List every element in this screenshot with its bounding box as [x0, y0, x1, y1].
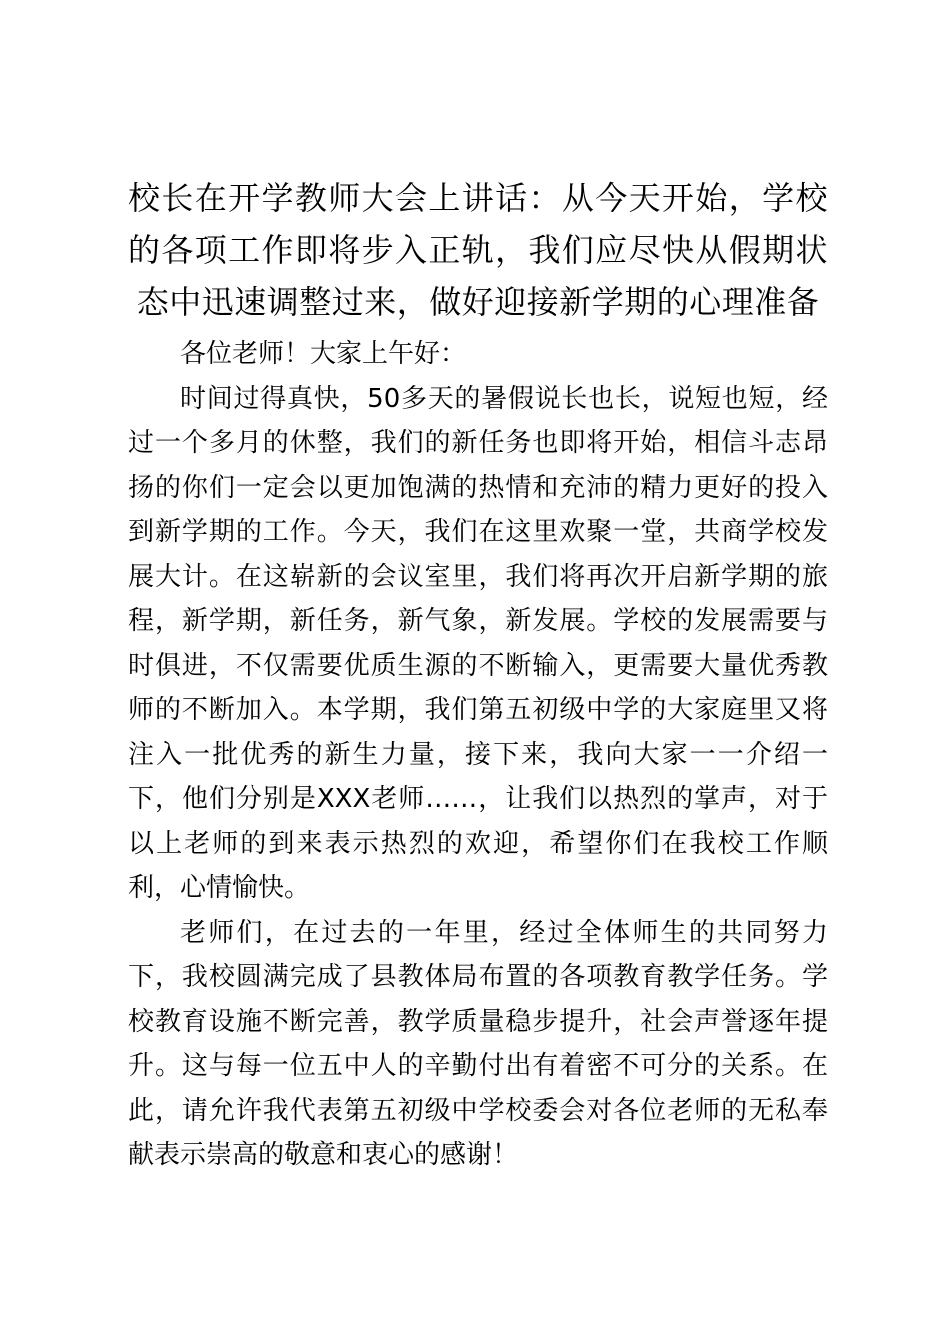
document-title: 校长在开学教师大会上讲话：从今天开始，学校的各项工作即将步入正轨，我们应尽快从假期状态中迅速调整过来，做好迎接新学期的心理准备 [128, 179, 828, 321]
document-page [128, 172, 828, 1178]
greeting-paragraph: 各位老师！大家上午好： [180, 339, 467, 369]
body-paragraph: 时间过得真快，50多天的暑假说长也长，说短也短，经过一个多月的休整，我们的新任务也即将开始，相信斗志昂扬的你们一定会以更加饱满的热情和充沛的精力更好的投入到新学期的工作。今天，我们在这里欢聚一堂，共商学校发展大计。在这崭新的会议室里，我们将再次开启新学期的旅程，新学期，新任务，新气象，新发展。学校的发展需要与时俱进，不仅需要优质生源的不断输入，更需要大量优秀教师的不断加入。本学期，我们第五初级中学的大家庭里又将注入一批优秀的新生力量，接下来，我向大家一一介绍一下，他们分别是XXX老师……，让我们以热烈的掌声，对于以上老师的到来表示热烈的欢迎，希望你们在我校工作顺利，心情愉快。 [128, 383, 828, 903]
body-paragraph: 老师们，在过去的一年里，经过全体师生的共同努力下，我校圆满完成了县教体局布置的各项教育教学任务。学校教育设施不断完善，教学质量稳步提升，社会声誉逐年提升。这与每一位五中人的辛勤付出有着密不可分的关系。在此，请允许我代表第五初级中学校委会对各位老师的无私奉献表示崇高的敬意和衷心的感谢！ [128, 917, 828, 1170]
